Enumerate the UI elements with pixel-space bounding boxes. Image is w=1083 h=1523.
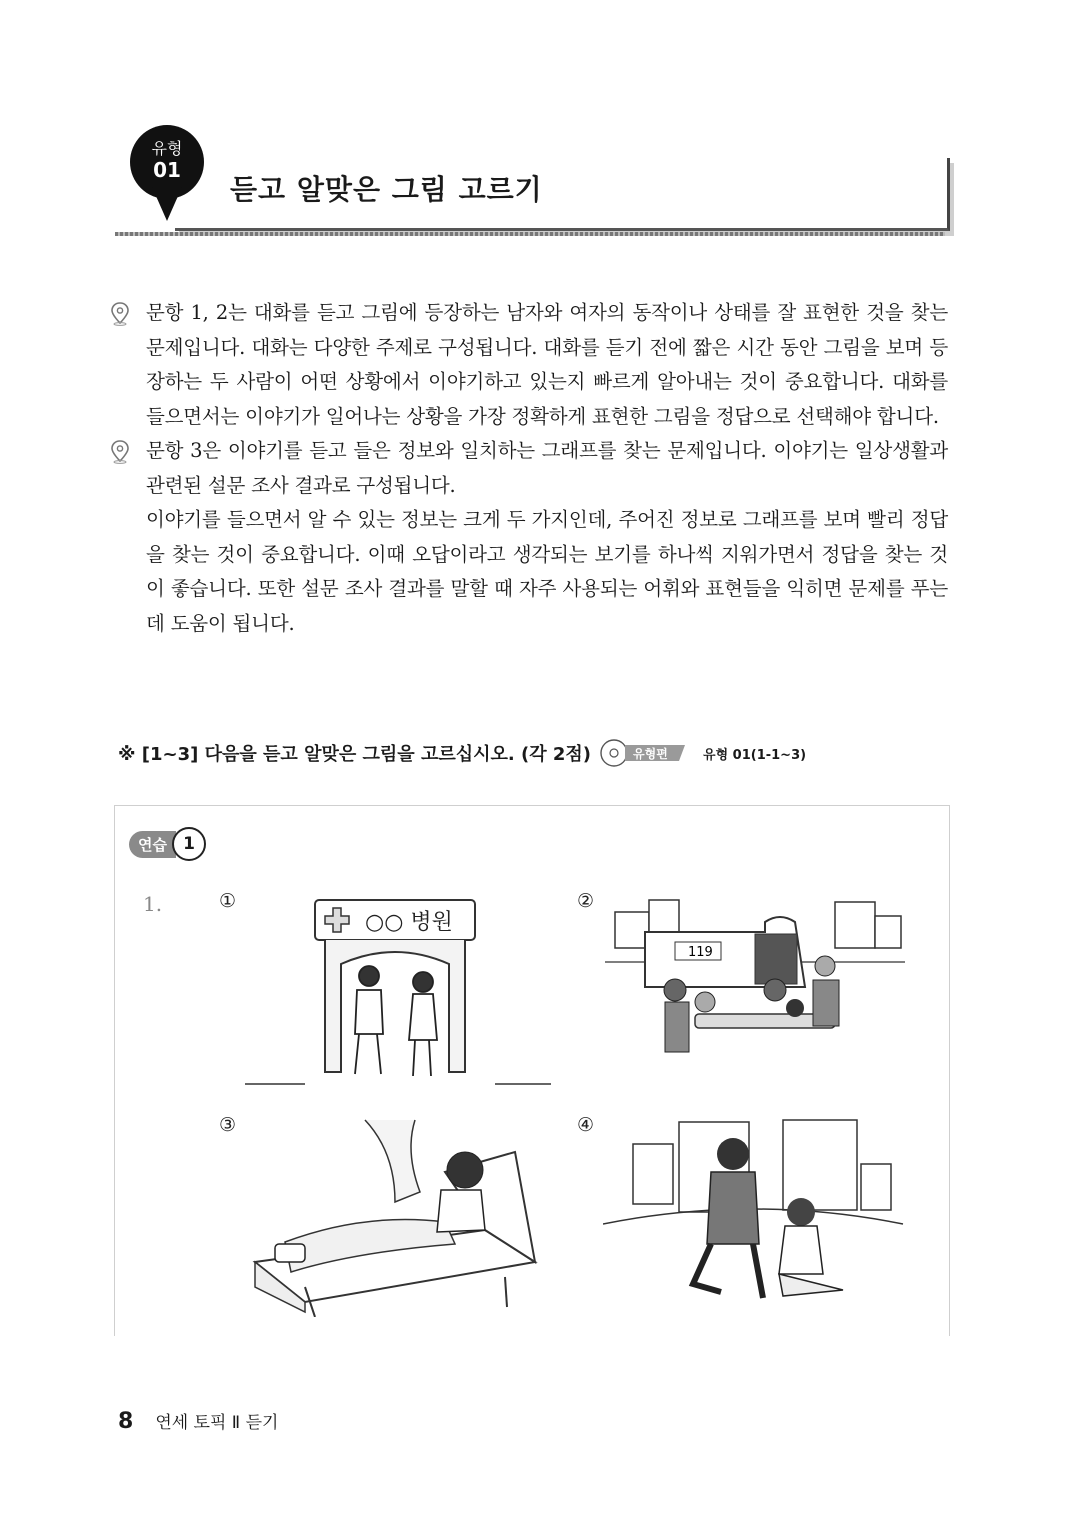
question-number: 1. (143, 892, 163, 916)
header-underline (115, 232, 945, 236)
description-text: 문항 3은 이야기를 듣고 들은 정보와 일치하는 그래프를 찾는 문제입니다. 이야기는 일상생활과 관련된 설문 조사 결과로 구성됩니다. (146, 439, 948, 497)
ambulance-number: 119 (688, 945, 713, 960)
practice-box (114, 805, 950, 1336)
option-marker-3[interactable]: ③ (219, 1114, 237, 1136)
practice-label: 연습 (129, 831, 176, 858)
audio-cd-icon[interactable] (599, 738, 689, 768)
page-number: 8 (118, 1409, 134, 1434)
audio-track: 유형 01(1-1~3) (703, 747, 807, 763)
option-marker-2[interactable]: ② (577, 890, 595, 912)
practice-number: 1 (172, 827, 206, 861)
description-text-continued: 이야기를 들으면서 알 수 있는 정보는 크게 두 가지인데, 주어진 정보로 그래프를 보며 빨리 정답을 찾는 것이 중요합니다. 이때 오답이라고 생각되는 보기를 하나씩 지워가면서 정답을 찾는 것이 좋습니다. 또한 설문 조사 결과를 말할 때 자주 사용되는 어휘와 표현들을 익히면 문제를 푸는 데 도움이 됩니다. (146, 508, 948, 635)
option-marker-4[interactable]: ④ (577, 1114, 595, 1136)
book-title: 연세 토픽 Ⅱ 듣기 (155, 1413, 279, 1433)
illustration-hospital-bed[interactable] (245, 1112, 555, 1317)
illustration-ambulance[interactable] (605, 892, 915, 1092)
badge-number: 01 (153, 158, 181, 182)
practice-tag (129, 830, 206, 858)
description-item-2 (108, 434, 948, 641)
location-pin-icon (110, 302, 130, 326)
badge-label: 유형 (151, 139, 183, 158)
illustration-street-accident[interactable] (603, 1114, 913, 1319)
instruction-text: ※ [1~3] 다음을 듣고 알맞은 그림을 고르십시오. (각 2점) (118, 744, 592, 765)
location-pin-icon (110, 440, 130, 464)
hospital-sign-text: ○○ 병원 (365, 910, 453, 935)
chapter-header (0, 0, 1083, 260)
description-list (108, 296, 948, 641)
page-footer (118, 1408, 278, 1434)
description-item-1 (108, 296, 948, 434)
type-badge (130, 125, 204, 199)
option-marker-1[interactable]: ① (219, 890, 237, 912)
description-text: 문항 1, 2는 대화를 듣고 그림에 등장하는 남자와 여자의 동작이나 상태를 잘 표현한 것을 찾는 문제입니다. 대화는 다양한 주제로 구성됩니다. 대화를 듣기 전에 짧은 시간 동안 그림을 보며 등장하는 두 사람이 어떤 상황에서 이야기하고 있는지 빠르게 알아내는 것이 중요합니다. 대화를 들으면서는 이야기가 일어나는 상황을 가장 정확하게 표현한 그림을 정답으로 선택해야 합니다. (146, 301, 948, 428)
page-title: 듣고 알맞은 그림 고르기 (230, 173, 543, 206)
illustration-hospital-entrance[interactable] (245, 894, 555, 1094)
question-instruction (118, 738, 806, 768)
